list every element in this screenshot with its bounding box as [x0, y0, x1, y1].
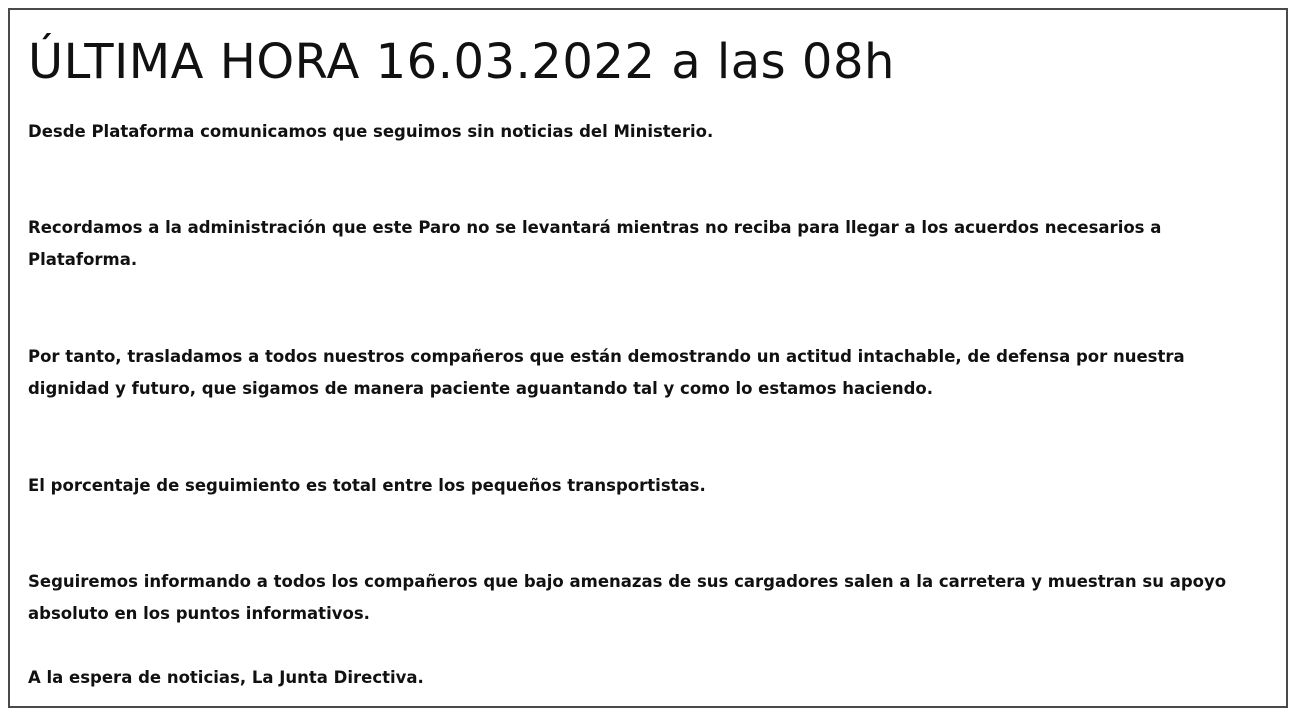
- paragraph-no-news: Desde Plataforma comunicamos que seguimos sin noticias del Ministerio.: [28, 122, 714, 141]
- paragraph-strike-continues: Recordamos a la administración que este Paro no se levantará mientras no reciba para llegar a los acuerdos necesarios a Plataforma.: [28, 218, 1162, 269]
- paragraph-informing: Seguiremos informando a todos los compañeros que bajo amenazas de sus cargadores salen a la carretera y muestran su apoyo absoluto en los puntos informativos.: [28, 572, 1227, 623]
- announcement-frame: [8, 8, 1288, 708]
- paragraph-patience: Por tanto, trasladamos a todos nuestros compañeros que están demostrando un actitud intachable, de defensa por nuestra dignidad y futuro, que sigamos de manera paciente aguantando tal y como lo estamos haciendo.: [28, 347, 1185, 398]
- page-title: ÚLTIMA HORA 16.03.2022 a las 08h: [28, 34, 895, 90]
- paragraph-follow-rate: El porcentaje de seguimiento es total entre los pequeños transportistas.: [28, 476, 706, 495]
- paragraph-signature: A la espera de noticias, La Junta Directiva.: [28, 668, 424, 687]
